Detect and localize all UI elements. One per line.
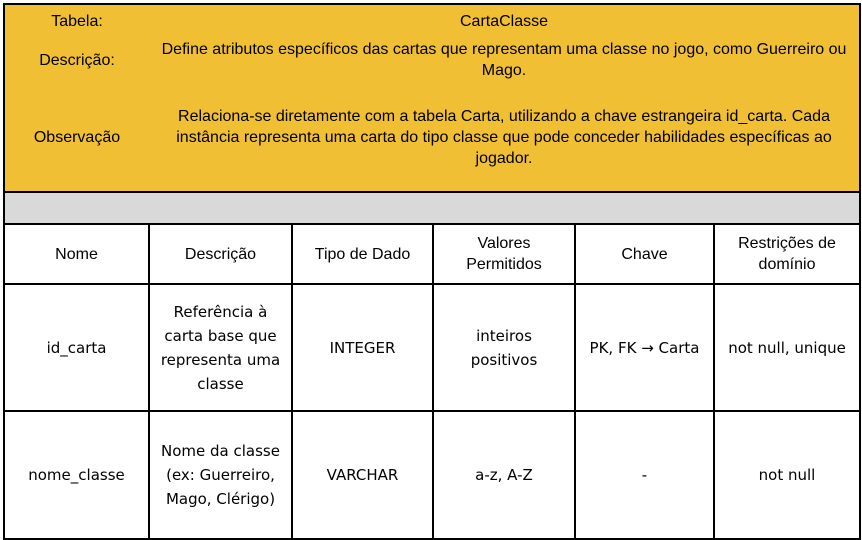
column-header-restricoes-cell bbox=[714, 224, 860, 284]
cell-descricao: Nome da classe (ex: Guerreiro, Mago, Clérigo) bbox=[161, 442, 280, 508]
data-dictionary-table bbox=[3, 3, 861, 540]
column-header-tipo: Tipo de Dado bbox=[292, 224, 433, 284]
cell-nome: id_carta bbox=[4, 284, 149, 411]
cell-chave: - bbox=[575, 411, 714, 539]
table-row bbox=[4, 411, 860, 539]
column-header-chave: Chave bbox=[575, 224, 714, 284]
cell-tipo: VARCHAR bbox=[292, 411, 433, 539]
cell-valores-wrap bbox=[433, 284, 575, 411]
cell-valores-wrap bbox=[433, 411, 575, 539]
cell-restricoes: not null bbox=[714, 411, 860, 539]
separator-band bbox=[4, 192, 860, 224]
table-name-row bbox=[4, 4, 860, 37]
cell-chave: PK, FK → Carta bbox=[575, 284, 714, 411]
tabela-value: CartaClasse bbox=[149, 4, 860, 37]
column-header-row bbox=[4, 224, 860, 284]
observacao-label: Observação bbox=[4, 83, 149, 192]
column-header-descricao: Descrição bbox=[149, 224, 292, 284]
column-header-valores-cell bbox=[433, 224, 575, 284]
column-header-nome: Nome bbox=[4, 224, 149, 284]
descricao-value-cell bbox=[149, 37, 860, 83]
descricao-value: Define atributos específicos das cartas que representam uma classe no jogo, como Guerreiro ou Mago. bbox=[161, 41, 847, 79]
cell-descricao-wrap bbox=[149, 284, 292, 411]
tabela-label: Tabela: bbox=[4, 4, 149, 37]
cell-valores: a-z, A-Z bbox=[475, 466, 533, 484]
cell-descricao: Referência à carta base que representa uma classe bbox=[160, 302, 281, 393]
observacao-value-cell bbox=[149, 83, 860, 192]
column-header-valores: Valores Permitidos bbox=[466, 235, 542, 273]
observation-row bbox=[4, 83, 860, 192]
observacao-value: Relaciona-se diretamente com a tabela Carta, utilizando a chave estrangeira id_carta. Cada instância representa uma carta do tipo classe que pode conceder habilidades específicas ao jogador. bbox=[176, 107, 832, 167]
table-row bbox=[4, 284, 860, 411]
descricao-label: Descrição: bbox=[4, 37, 149, 83]
description-row bbox=[4, 37, 860, 83]
column-header-restricoes: Restrições de domínio bbox=[738, 235, 836, 273]
cell-valores: inteiros positivos bbox=[470, 326, 538, 369]
separator-row bbox=[4, 192, 860, 224]
cell-tipo: INTEGER bbox=[292, 284, 433, 411]
cell-nome: nome_classe bbox=[4, 411, 149, 539]
cell-restricoes: not null, unique bbox=[714, 284, 860, 411]
cell-descricao-wrap bbox=[149, 411, 292, 539]
